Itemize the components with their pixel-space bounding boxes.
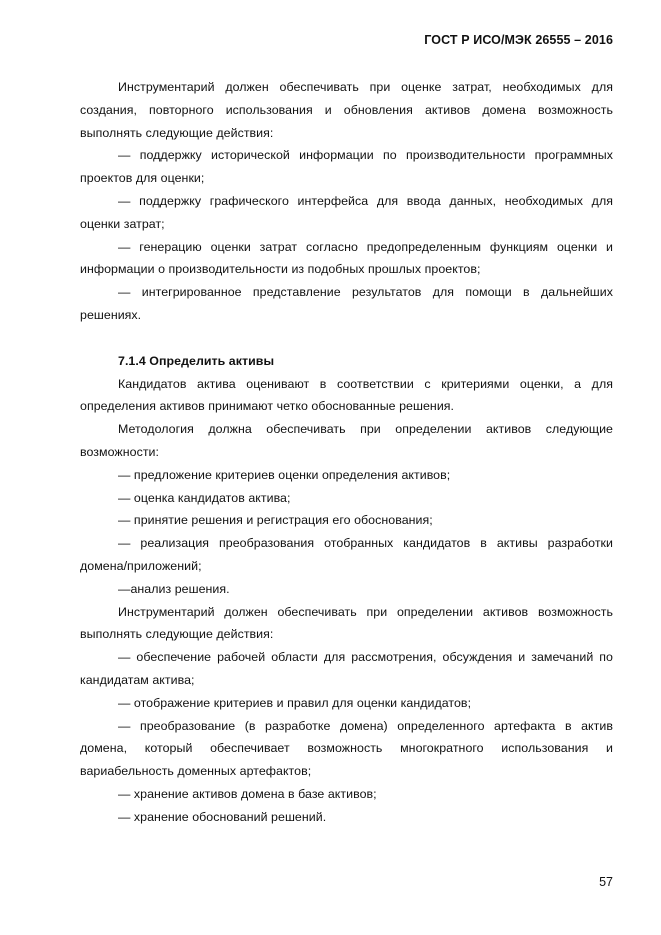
paragraph: Кандидатов актива оценивают в соответствии с критериями оценки, а для определения активов принимают четко обоснованные решения. — [80, 376, 613, 414]
list-item: — отображение критериев и правил для оценки кандидатов; — [118, 695, 472, 710]
list-item: — хранение обоснований решений. — [118, 809, 327, 824]
list-item: — обеспечение рабочей области для рассмотрения, обсуждения и замечаний по кандидатам актива; — [80, 650, 613, 687]
list-item: — хранение активов домена в базе активов; — [118, 786, 377, 801]
list-item: — реализация преобразования отобранных кандидатов в активы разработки домена/приложений; — [80, 536, 613, 573]
list-item: — оценка кандидатов актива; — [118, 490, 291, 505]
document-body — [80, 76, 613, 829]
paragraph: Инструментарий должен обеспечивать при оценке затрат, необходимых для создания, повторного использования и обновления активов домена возможность выполнять следующие действия: — [80, 80, 613, 140]
page-number: 57 — [599, 875, 613, 889]
list-item: —анализ решения. — [118, 581, 230, 596]
list-item: — интегрированное представление результатов для помощи в дальнейших решениях. — [80, 285, 613, 322]
list-item: — предложение критериев оценки определения активов; — [118, 467, 451, 482]
list-item: — поддержку графического интерфейса для ввода данных, необходимых для оценки затрат; — [80, 193, 613, 231]
paragraph: Методология должна обеспечивать при определении активов следующие возможности: — [80, 422, 613, 459]
list-item: — принятие решения и регистрация его обоснования; — [118, 513, 433, 528]
document-header: ГОСТ Р ИСО/МЭК 26555 – 2016 — [424, 33, 613, 47]
list-item: — генерацию оценки затрат согласно предопределенным функциям оценки и информации о производительности из подобных прошлых проектов; — [80, 239, 613, 277]
section-heading: 7.1.4 Определить активы — [118, 353, 275, 368]
list-item: — преобразование (в разработке домена) определенного артефакта в актив домена, который обеспечивает возможность многократного использования и вариабельность доменных артефактов; — [80, 718, 613, 779]
list-item: — поддержку исторической информации по производительности программных проектов для оценки; — [80, 148, 613, 186]
paragraph: Инструментарий должен обеспечивать при определении активов возможность выполнять следующие действия: — [80, 604, 613, 642]
